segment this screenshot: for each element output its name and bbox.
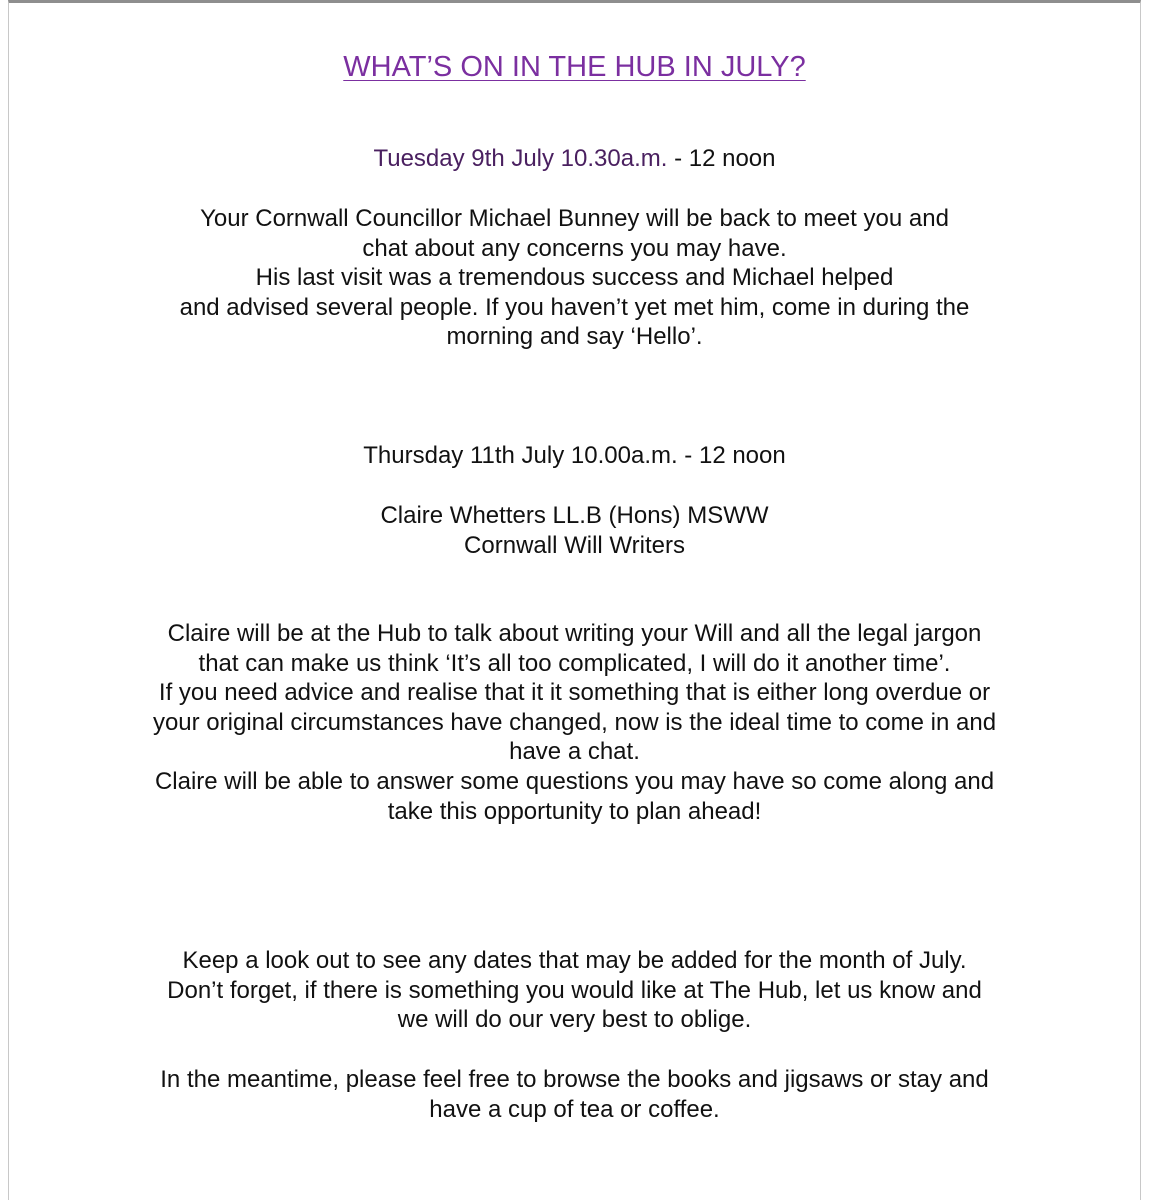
page-title: WHAT’S ON IN THE HUB IN JULY? [343, 51, 806, 83]
event1-line: and advised several people. If you haven’t yet met him, come in during the [179, 293, 970, 321]
event2-line: that can make us think ‘It’s all too complicated, I will do it another time’. [198, 649, 951, 677]
meantime-line: have a cup of tea or coffee. [429, 1095, 720, 1123]
event2-presenter-org: Cornwall Will Writers [464, 531, 685, 559]
event1-description [0, 204, 1149, 352]
event2-line: If you need advice and realise that it it something that is either long overdue or [158, 679, 991, 707]
event1-line: His last visit was a tremendous success and Michael helped [255, 264, 894, 292]
event2-date: Thursday 11th July 10.00a.m. - 12 noon [363, 442, 786, 469]
event2-line: take this opportunity to plan ahead! [387, 797, 762, 825]
closing-line: we will do our very best to oblige. [397, 1006, 752, 1034]
event2-presenter-name: Claire Whetters LL.B (Hons) MSWW [380, 502, 769, 529]
event1-date [0, 144, 1149, 174]
event2-line: Claire will be at the Hub to talk about writing your Will and all the legal jargon [167, 620, 982, 647]
event1-line: morning and say ‘Hello’. [446, 323, 703, 351]
closing-line: Don’t forget, if there is something you would like at The Hub, let us know and [167, 976, 982, 1004]
event2-description [0, 619, 1149, 826]
closing-line: Keep a look out to see any dates that may be added for the month of July. [182, 947, 967, 974]
event1-line: Your Cornwall Councillor Michael Bunney will be back to meet you and [200, 205, 949, 232]
event2-presenter [0, 501, 1149, 560]
event1-date-main: Tuesday 9th July 10.30a.m. [373, 145, 668, 172]
event1-date-suffix: - 12 noon [667, 145, 776, 172]
closing-notice [0, 946, 1149, 1035]
meantime-notice [0, 1065, 1149, 1124]
event2-line: have a chat. [509, 738, 640, 766]
event1-line: chat about any concerns you may have. [362, 234, 787, 262]
event2-line: your original circumstances have changed, now is the ideal time to come in and [152, 708, 997, 736]
meantime-line: In the meantime, please feel free to browse the books and jigsaws or stay and [160, 1066, 989, 1093]
event2-line: Claire will be able to answer some questions you may have so come along and [154, 767, 995, 795]
